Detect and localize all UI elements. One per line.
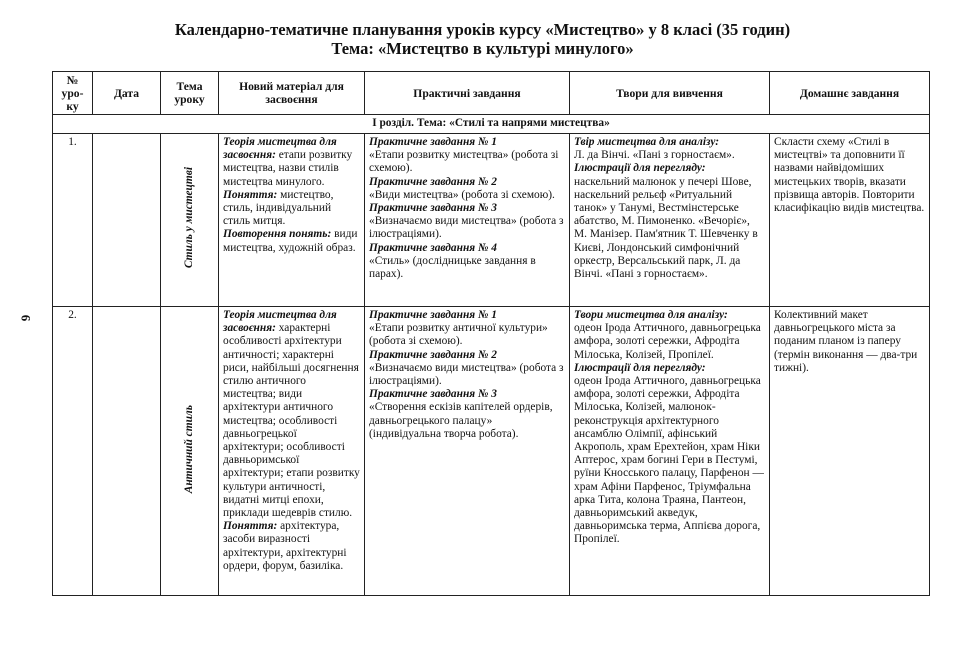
practice-label: Практичне завдання № 1 (369, 309, 497, 321)
material-label: Теорія мистецтва для засвоєння: (223, 309, 337, 335)
header-material: Новий матеріал для засвоєння (219, 72, 365, 115)
lesson-works (570, 307, 770, 596)
material-text: етапи розвитку мистецтва, назви стилів мистецтва минулого. (223, 149, 353, 188)
practice-text: «Стиль» (дослідницьке завдання в парах). (369, 254, 536, 281)
table-row (53, 134, 930, 307)
practice-text: «Визначаємо види мистецтва» (робота з ілюстраціями). (369, 361, 564, 388)
material-text: види мистецтва, художній образ. (223, 228, 358, 254)
lesson-date (93, 134, 161, 307)
lesson-topic: Античний стиль (182, 404, 195, 494)
header-date: Дата (93, 72, 161, 115)
practice-text: «Визначаємо види мистецтва» (робота з ілюстраціями). (369, 215, 564, 241)
material-text: мистецтво, стиль, індивідуальний стиль митця. (223, 188, 334, 228)
practice-label: Практичне завдання № 3 (369, 388, 497, 401)
practice-label: Практичне завдання № 2 (369, 348, 497, 361)
works-text: одеон Ірода Аттичного, давньогрецька амфора, золоті сережки, Афродіта Мілоська, Колізей, малюнок-реконструкція архітектурного ансамблю Олімпії, афінський Акрополь, храм Ерехтейон, храм Ніки Аптерос, храм богині Гери в Пестумі, руїни Кносського палацу, Парфенон — храм Афіни Парфенос, Тріумфальна арка Тита, колона Траяна, Пантеон, давньоримський акведук, давньоримська терма, Аппієва дорога, Пропілеї. (574, 375, 764, 546)
lesson-topic-cell (161, 307, 219, 596)
document-subtitle: Тема: «Мистецтво в культурі минулого» (331, 39, 634, 58)
practice-text: «Види мистецтва» (робота зі схемою). (369, 188, 555, 201)
lesson-material (219, 134, 365, 307)
lesson-homework: Скласти схему «Стилі в мистецтві» та доповнити її назвами найвідоміших мистецьких творів, вказати прізвища авторів. Повторити класифікацію видів мистецтва. (770, 134, 930, 307)
table-row (53, 307, 930, 596)
section-row (53, 115, 930, 134)
lesson-topic: Стиль у мистецтві (182, 167, 195, 269)
material-label: Поняття: (223, 520, 278, 533)
lesson-number: 2. (53, 307, 93, 596)
material-text: архітектура, засоби виразності архітектури, архітектурні ордери, форум, базиліка. (223, 520, 347, 572)
practice-text: «Етапи розвитку мистецтва» (робота зі схемою). (369, 149, 559, 175)
works-text: Л. да Вінчі. «Пані з горностаєм». (574, 149, 735, 162)
practice-text: «Етапи розвитку античної культури» (робота зі схемою). (369, 322, 548, 348)
works-label: Ілюстрації для перегляду: (574, 361, 706, 374)
header-num: № уро-ку (53, 72, 93, 115)
header-homework: Домашнє завдання (770, 72, 930, 115)
material-label: Поняття: (223, 188, 278, 201)
works-text: наскельний малюнок у печері Шове, наскельний рельєф «Ритуальний танок» у Танумі, Вестмінстерське абатство, М. Пимоненко. «Вечоріє», М. Манізер. Пам'ятник Т. Шевченку в Києві, Лондонський симфонічний оркестр, Версальський парк, Л. да Вінчі. «Пані з горностаєм». (574, 175, 758, 281)
section-title: І розділ. Тема: «Стилі та напрями мистецтва» (53, 115, 930, 134)
lesson-homework: Колективний макет давньогрецького міста за поданим планом із паперу (термін виконання — два-три тижні). (770, 307, 930, 596)
practice-text: «Створення ескізів капітелей ордерів, давньогрецького палацу» (індивідуальна творча робота). (369, 401, 553, 440)
practice-label: Практичне завдання № 4 (369, 241, 497, 254)
header-practice: Практичні завдання (365, 72, 570, 115)
material-label: Теорія мистецтва для засвоєння: (223, 136, 337, 162)
lesson-number: 1. (53, 134, 93, 307)
header-topic: Тема уроку (161, 72, 219, 115)
header-row (53, 72, 930, 115)
lesson-works (570, 134, 770, 307)
material-text: характерні особливості архітектури античності; характерні риси, найбільші досягнення стилю античного мистецтва; види архітектури античного мистецтва; особливості давньогрецької архітектури; особливості давньоримської архітектури; етапи розвитку культури античності, видатні митці епохи, приклади шедеврів стилю. (223, 322, 360, 520)
lesson-material (219, 307, 365, 596)
lesson-date (93, 307, 161, 596)
lesson-practice (365, 134, 570, 307)
lesson-topic-cell (161, 134, 219, 307)
practice-label: Практичне завдання № 2 (369, 175, 497, 188)
material-label: Повторення понять: (223, 228, 332, 241)
document-title: Календарно-тематичне планування уроків курсу «Мистецтво» у 8 класі (35 годин) (174, 20, 791, 39)
practice-label: Практичне завдання № 1 (369, 136, 497, 148)
works-label: Твір мистецтва для аналізу: (574, 136, 720, 148)
practice-label: Практичне завдання № 3 (369, 202, 497, 215)
works-label: Твори мистецтва для аналізу: (574, 309, 728, 321)
works-label: Ілюстрації для перегляду: (574, 162, 706, 175)
header-works: Твори для вивчення (570, 72, 770, 115)
lesson-practice (365, 307, 570, 596)
works-text: одеон Ірода Аттичного, давньогрецька амфора, золоті сережки, Афродіта Мілоська, Колізей, Пропілеї. (574, 322, 761, 361)
planning-table (52, 71, 930, 596)
page-number: 6 (18, 314, 34, 322)
